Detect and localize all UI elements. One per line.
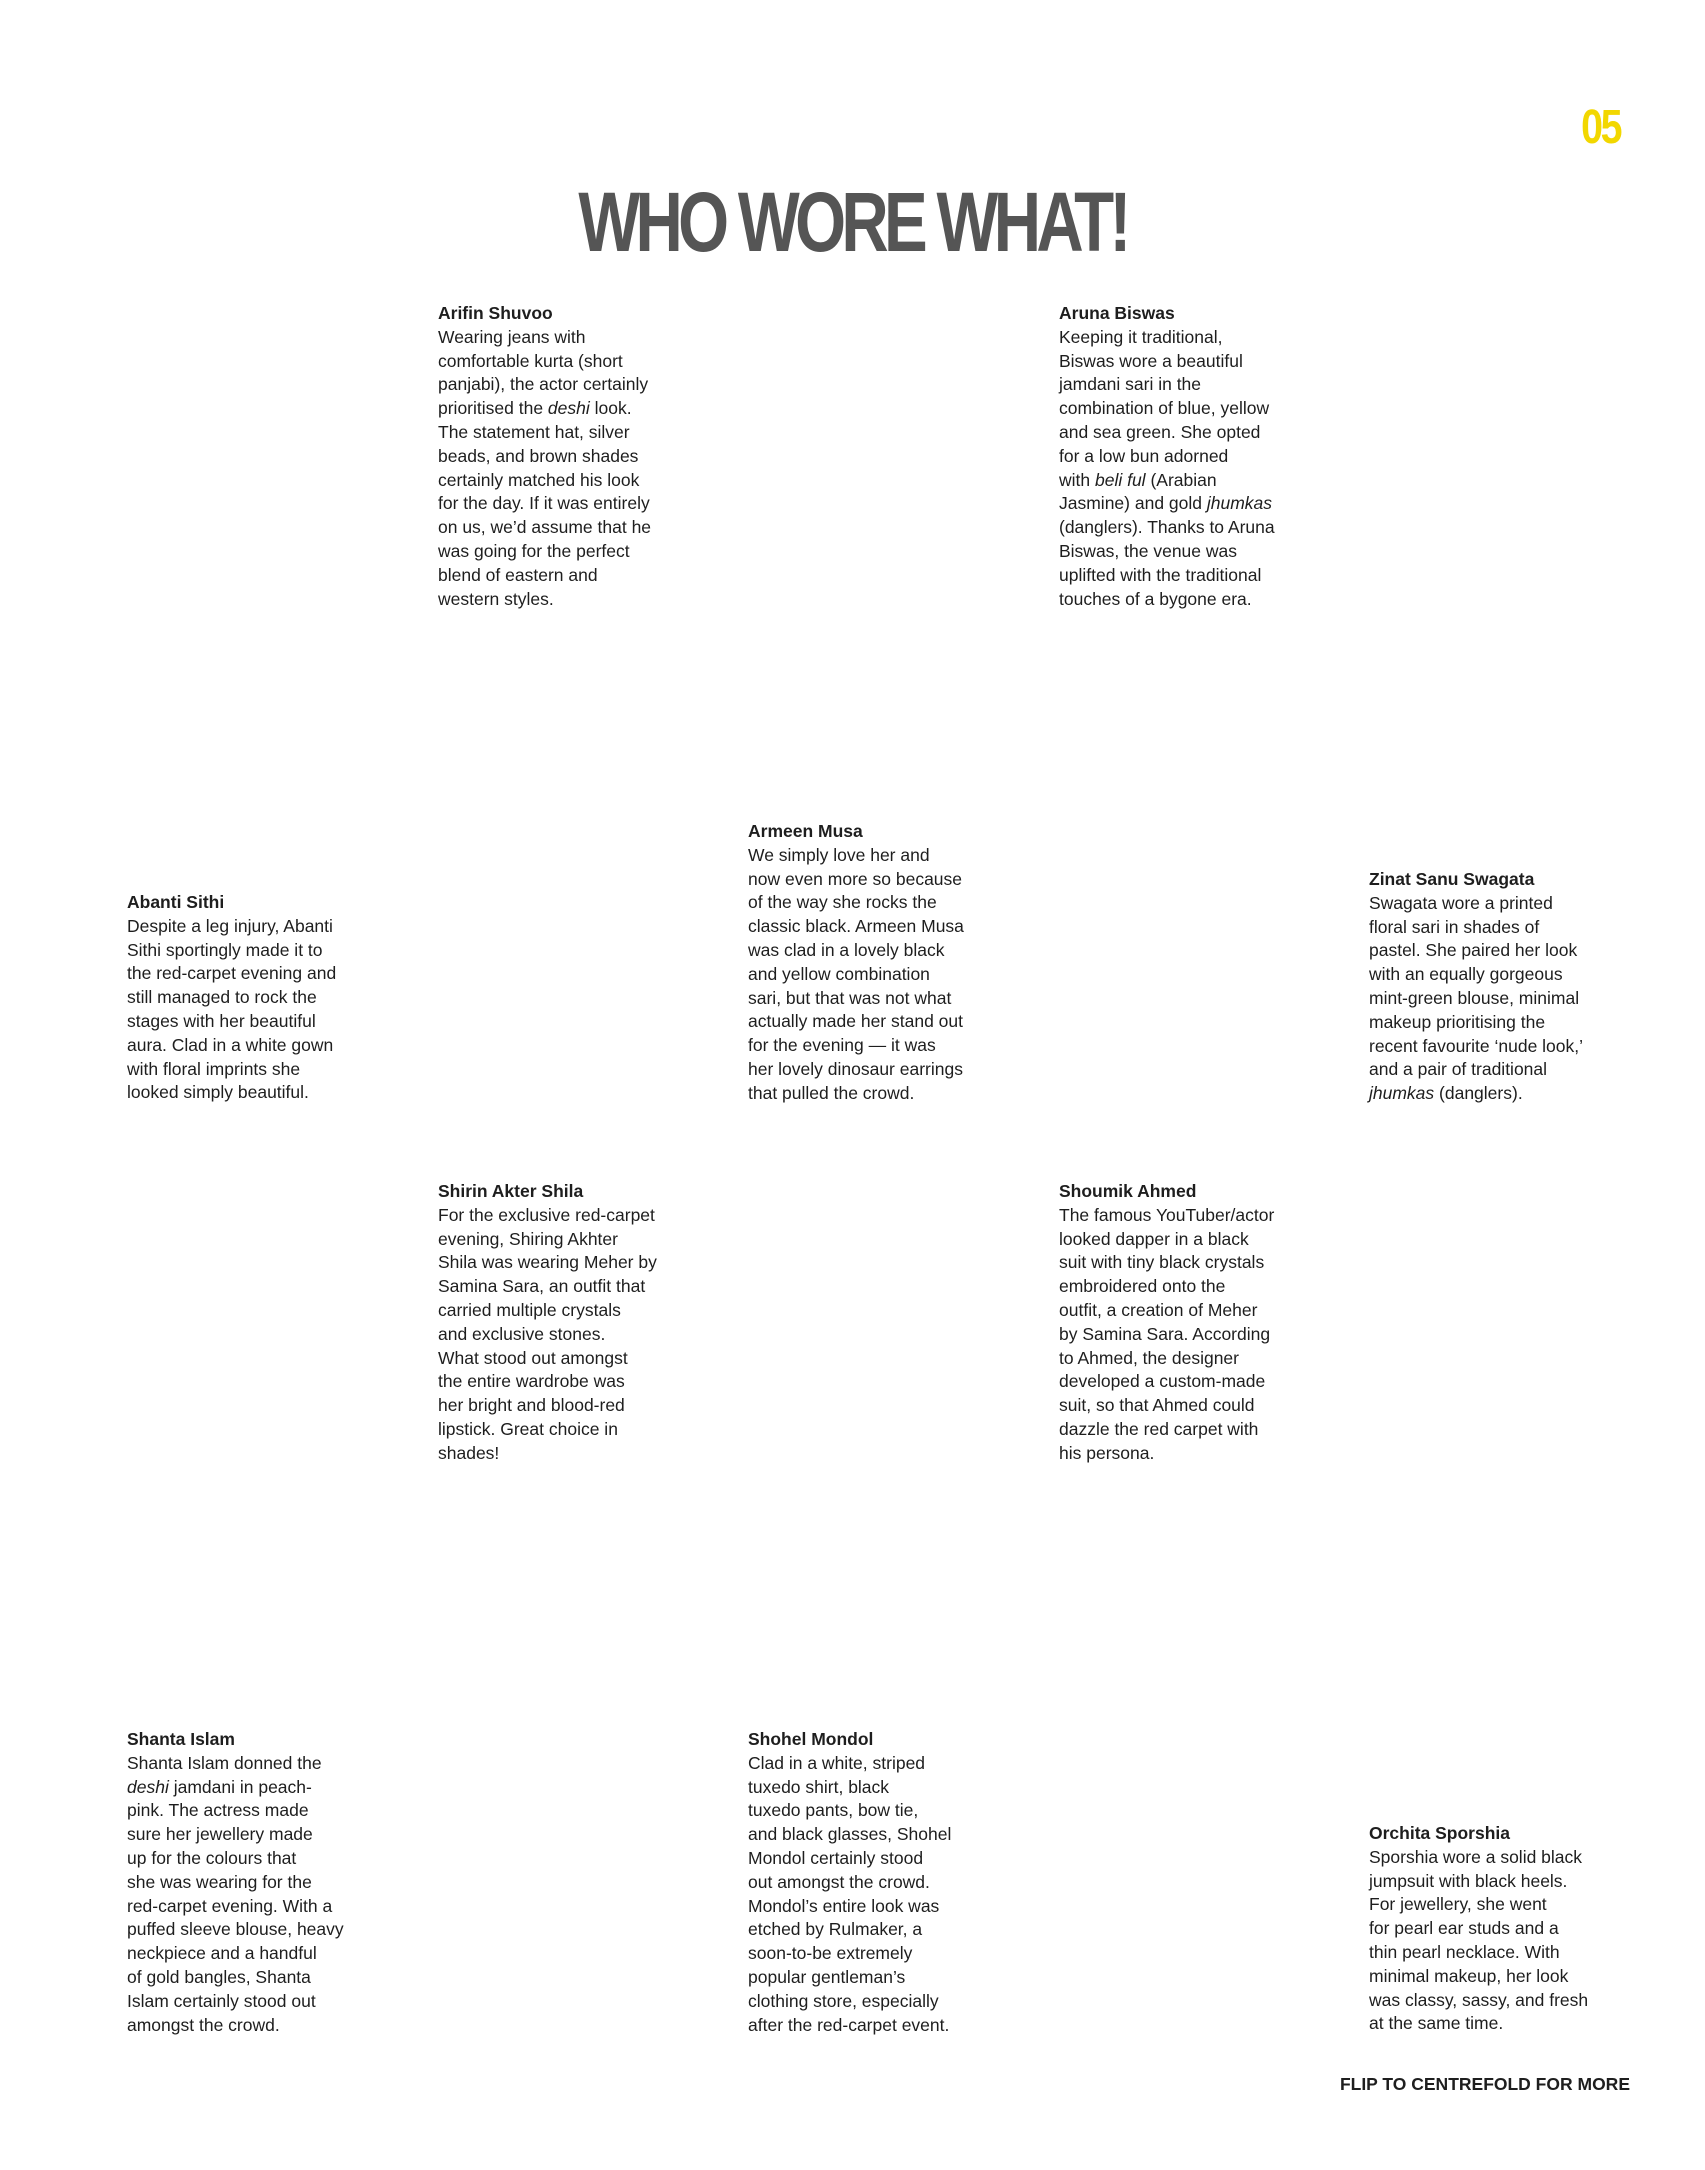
entry-text: We simply love her and now even more so because of the way she rocks the classic black. Armeen Musa was clad in a lovely black and yellow combination sari, but that was not what actually made her stand out for the evening — it was her lovely dinosaur earrings that pulled the crowd. [748,844,964,1103]
entry-name: Shanta Islam [127,1729,235,1749]
entry-text: For the exclusive red-carpet evening, Shiring Akhter Shila was wearing Meher by Samina Sara, an outfit that carried multiple crystals and exclusive stones. What stood out amongst the entire wardrobe was her bright and blood-red lipstick. Great choice in shades! [438,1204,657,1463]
entry-name: Aruna Biswas [1059,303,1175,323]
entry-shirin-akter-shila [438,1180,678,1466]
entry-name: Shoumik Ahmed [1059,1181,1197,1201]
entry-shanta-islam [127,1728,367,2037]
entry-name: Arifin Shuvoo [438,303,553,323]
entry-name: Orchita Sporshia [1369,1823,1511,1843]
entry-name: Shirin Akter Shila [438,1181,584,1201]
entry-text: Clad in a white, striped tuxedo shirt, black tuxedo pants, bow tie, and black glasses, Shohel Mondol certainly stood out amongst the crowd. Mondol’s entire look was etched by Rulmaker, a soon-to-be extremely popular gentleman’s clothing store, especially after the red-carpet event. [748,1752,952,2035]
entry-shohel-mondol [748,1728,988,2037]
entry-abanti-sithi [127,891,367,1105]
entry-armeen-musa [748,820,988,1106]
entry-name: Zinat Sanu Swagata [1369,869,1535,889]
entry-zinat-sanu-swagata [1369,868,1609,1106]
page-title-text: WHO WORE WHAT! [578,175,1127,269]
entry-name: Abanti Sithi [127,892,225,912]
page-title [0,175,1705,269]
entry-text: Despite a leg injury, Abanti Sithi sportingly made it to the red-carpet evening and still managed to rock the stages with her beautiful aura. Clad in a white gown with floral imprints she looked simply beautiful. [127,915,337,1103]
entry-shoumik-ahmed [1059,1180,1299,1466]
entry-name: Armeen Musa [748,821,863,841]
footer-note: FLIP TO CENTREFOLD FOR MORE [1339,2074,1630,2094]
entry-text: Swagata wore a printed floral sari in shades of pastel. She paired her look with an equally gorgeous mint-green blouse, minimal makeup prioritising the recent favourite ‘nude look,’ and a pair of traditional jhumkas (danglers). [1369,892,1584,1104]
entry-text: Shanta Islam donned the deshi jamdani in peach- pink. The actress made sure her jewellery made up for the colours that she was wearing for the red-carpet evening. With a puffed sleeve blouse, heavy neckpiece and a handful of gold bangles, Shanta Islam certainly stood out amongst the crowd. [127,1752,344,2035]
entry-text: Sporshia wore a solid black jumpsuit with black heels. For jewellery, she went for pearl ear studs and a thin pearl necklace. With minimal makeup, her look was classy, sassy, and fresh at the same time. [1369,1846,1589,2034]
entry-text: The famous YouTuber/actor looked dapper in a black suit with tiny black crystals embroidered onto the outfit, a creation of Meher by Samina Sara. According to Ahmed, the designer developed a custom-made suit, so that Ahmed could dazzle the red carpet with his persona. [1059,1204,1275,1463]
entry-text: Wearing jeans with comfortable kurta (short panjabi), the actor certainly prioritised the deshi look. The statement hat, silver beads, and brown shades certainly matched his look for the day. If it was entirely on us, we’d assume that he was going for the perfect blend of eastern and western styles. [438,326,652,609]
entry-text: Keeping it traditional, Biswas wore a beautiful jamdani sari in the combination of blue, yellow and sea green. She opted for a low bun adorned with beli ful (Arabian Jasmine) and gold jhumkas (danglers). Thanks to Aruna Biswas, the venue was uplifted with the traditional touches of a bygone era. [1059,326,1275,609]
entry-arifin-shuvoo [438,302,678,611]
entry-name: Shohel Mondol [748,1729,874,1749]
page-number: 05 [1581,101,1620,154]
entry-aruna-biswas [1059,302,1299,611]
entry-orchita-sporshia [1369,1822,1609,2036]
